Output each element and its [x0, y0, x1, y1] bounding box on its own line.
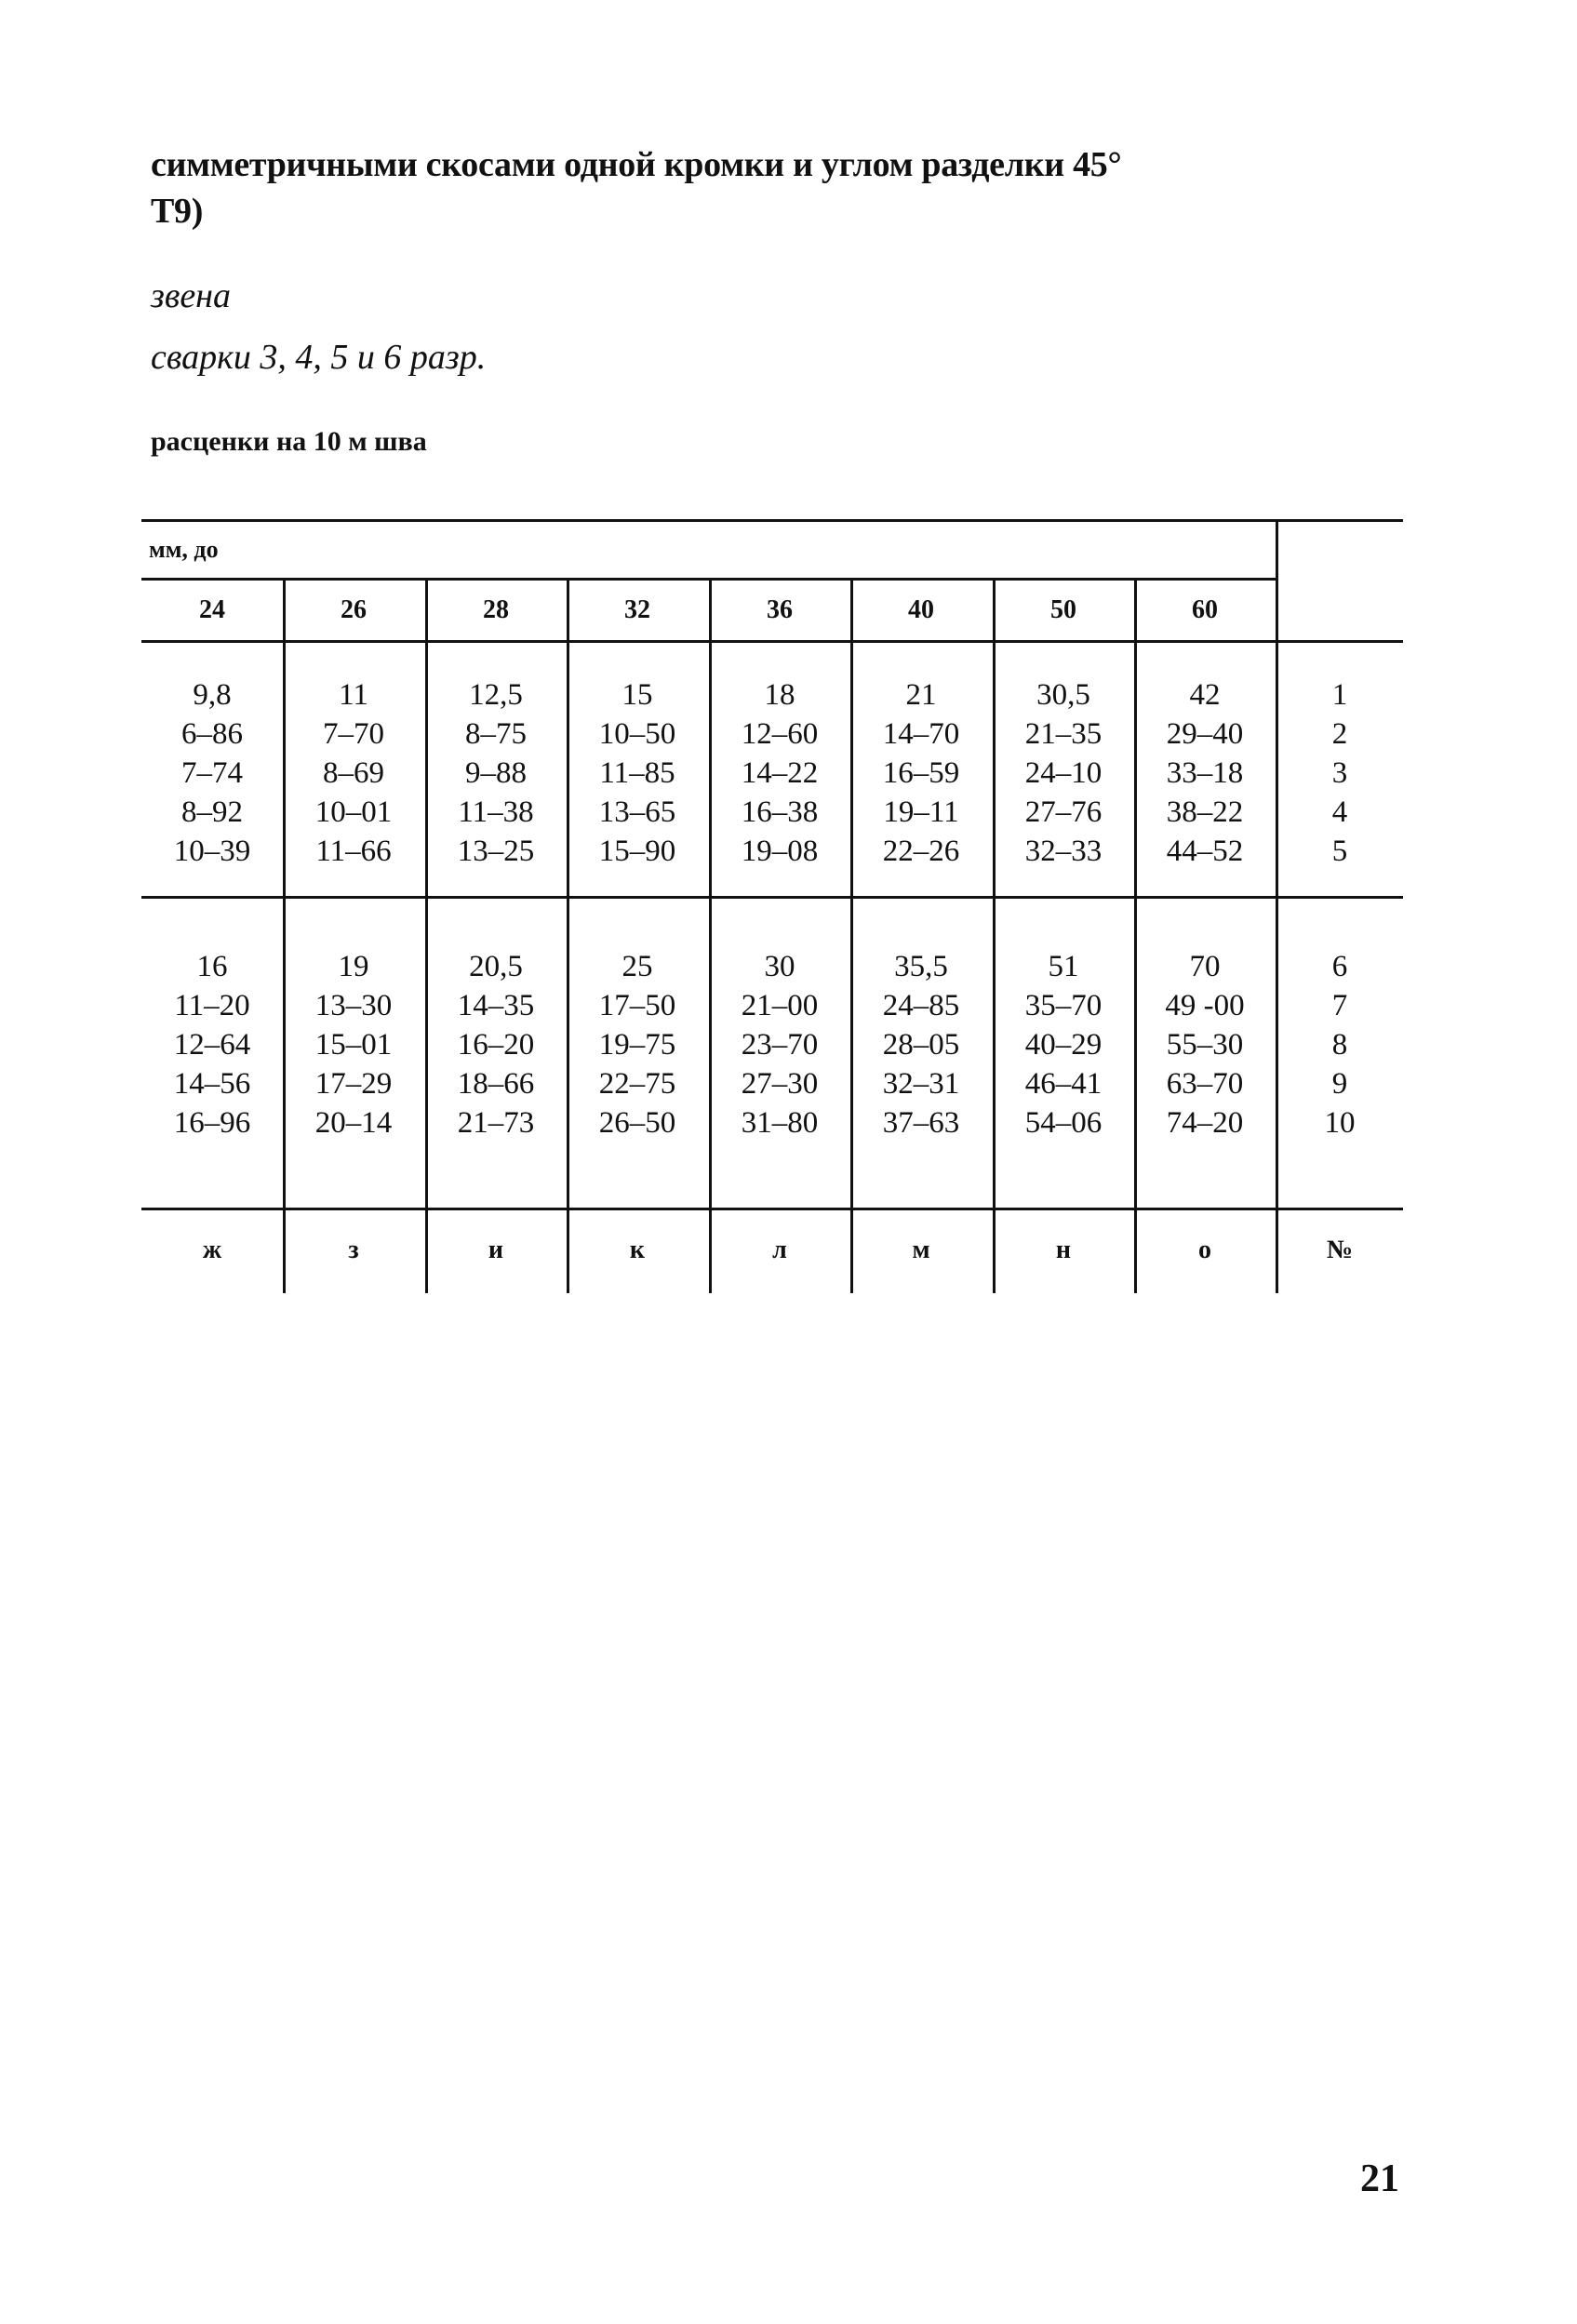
rate-cell: 9,8	[193, 678, 232, 712]
rate-cell: 32–33	[1024, 835, 1103, 868]
rate-cell: 21	[905, 678, 937, 712]
rate-cell: 11–66	[315, 835, 392, 868]
rate-cell: 11–85	[599, 756, 675, 790]
rate-cell: 10–50	[598, 717, 676, 751]
heading-line-1: симметричными скосами одной кромки и углом разделки 45°	[151, 145, 1122, 184]
block-separator-rule	[141, 896, 1403, 899]
rate-cell: 16–59	[882, 756, 960, 790]
rate-cell: 20–14	[314, 1106, 393, 1140]
rate-cell: 16–38	[741, 795, 819, 829]
rate-cell: 17–29	[314, 1067, 393, 1101]
rate-cell: 30,5	[1036, 678, 1090, 712]
rate-cell: 23–70	[741, 1028, 819, 1062]
rate-cell: 22–75	[598, 1067, 676, 1101]
rate-cell: 8–75	[465, 717, 527, 751]
unit-label: мм, до	[149, 536, 219, 563]
rate-cell: 27–30	[741, 1067, 819, 1101]
rate-cell: 19–11	[883, 795, 959, 829]
rate-cell: 32–31	[882, 1067, 960, 1101]
rate-cell: 15–90	[598, 835, 676, 868]
rate-cell: 14–70	[882, 717, 960, 751]
thickness-header: 36	[767, 595, 793, 624]
rate-cell: 63–70	[1166, 1067, 1244, 1101]
rate-cell: 6–86	[181, 717, 243, 751]
subtitle-rates: расценки на 10 м шва	[151, 426, 427, 457]
column-letter: л	[772, 1235, 787, 1264]
column-letter: з	[348, 1235, 359, 1264]
rate-cell: 35,5	[894, 950, 948, 983]
rate-cell: 12,5	[469, 678, 523, 712]
rate-cell: 33–18	[1166, 756, 1244, 790]
row-number: 10	[1324, 1106, 1356, 1140]
rate-cell: 14–22	[741, 756, 819, 790]
rate-cell: 29–40	[1166, 717, 1244, 751]
rate-cell: 13–25	[457, 835, 535, 868]
row-number: 6	[1331, 950, 1348, 983]
subtitle-welding-grades: сварки 3, 4, 5 и 6 разр.	[151, 338, 487, 377]
column-letter: о	[1198, 1235, 1211, 1264]
rate-cell: 14–56	[173, 1067, 251, 1101]
thickness-header: 24	[199, 595, 225, 624]
rate-cell: 17–50	[598, 989, 676, 1022]
rate-cell: 19	[338, 950, 369, 983]
rate-cell: 30	[764, 950, 795, 983]
rate-cell: 9–88	[465, 756, 527, 790]
rate-cell: 55–30	[1166, 1028, 1244, 1062]
heading-line-2: Т9)	[151, 192, 204, 231]
column-letter: н	[1055, 1235, 1072, 1264]
thickness-header: 60	[1192, 595, 1218, 624]
rate-cell: 19–08	[741, 835, 819, 868]
rate-cell: 14–35	[457, 989, 535, 1022]
rate-cell: 49 -00	[1165, 989, 1245, 1022]
footer-top-rule	[141, 1208, 1403, 1210]
row-number: 4	[1331, 795, 1348, 829]
rate-cell: 21–35	[1024, 717, 1103, 751]
header-bottom-rule	[141, 640, 1403, 643]
rate-cell: 24–10	[1024, 756, 1103, 790]
rate-cell: 11	[339, 678, 368, 712]
rate-cell: 13–30	[314, 989, 393, 1022]
row-number: 8	[1331, 1028, 1348, 1062]
row-number: 5	[1331, 835, 1348, 868]
rate-cell: 8–69	[323, 756, 384, 790]
rate-cell: 20,5	[469, 950, 523, 983]
rate-cell: 11–38	[458, 795, 534, 829]
rate-cell: 31–80	[741, 1106, 819, 1140]
rate-cell: 13–65	[598, 795, 676, 829]
rate-cell: 12–60	[741, 717, 819, 751]
row-number: 1	[1331, 678, 1348, 712]
row-number: 9	[1331, 1067, 1348, 1101]
row-number: 2	[1331, 717, 1348, 751]
rate-cell: 26–50	[598, 1106, 676, 1140]
thickness-header: 28	[483, 595, 509, 624]
rate-cell: 7–70	[323, 717, 384, 751]
rate-cell: 44–52	[1166, 835, 1244, 868]
column-letter: к	[629, 1235, 646, 1264]
number-sign: №	[1326, 1235, 1354, 1264]
rate-cell: 38–22	[1166, 795, 1244, 829]
rate-cell: 8–92	[181, 795, 243, 829]
rate-table	[141, 519, 1403, 1293]
rate-cell: 16	[196, 950, 228, 983]
rate-cell: 15	[621, 678, 653, 712]
rate-cell: 74–20	[1166, 1106, 1244, 1140]
rate-cell: 27–76	[1024, 795, 1103, 829]
thickness-header: 50	[1050, 595, 1076, 624]
row-number: 3	[1331, 756, 1348, 790]
rate-cell: 21–73	[457, 1106, 535, 1140]
rate-cell: 21–00	[741, 989, 819, 1022]
rate-cell: 18–66	[457, 1067, 535, 1101]
rate-cell: 11–20	[174, 989, 250, 1022]
column-letter: и	[488, 1235, 504, 1264]
rate-cell: 28–05	[882, 1028, 960, 1062]
rate-cell: 46–41	[1024, 1067, 1103, 1101]
thickness-header: 32	[624, 595, 650, 624]
rate-cell: 25	[621, 950, 653, 983]
rate-cell: 18	[764, 678, 795, 712]
rate-cell: 10–39	[173, 835, 251, 868]
rate-cell: 16–20	[457, 1028, 535, 1062]
table-top-rule	[141, 519, 1403, 522]
rate-cell: 16–96	[173, 1106, 251, 1140]
rate-cell: 51	[1048, 950, 1079, 983]
rate-cell: 10–01	[314, 795, 393, 829]
rate-cell: 35–70	[1024, 989, 1103, 1022]
page-number: 21	[1360, 2157, 1399, 2200]
rate-cell: 70	[1189, 950, 1221, 983]
subtitle-crew: звена	[151, 276, 232, 315]
thickness-header: 26	[341, 595, 367, 624]
number-column-divider	[1276, 519, 1278, 1293]
rate-cell: 37–63	[882, 1106, 960, 1140]
rate-cell: 22–26	[882, 835, 960, 868]
page-heading	[151, 141, 1267, 234]
rate-cell: 12–64	[173, 1028, 251, 1062]
column-letter: ж	[202, 1235, 222, 1264]
rate-cell: 40–29	[1024, 1028, 1103, 1062]
rate-cell: 7–74	[181, 756, 243, 790]
rate-cell: 19–75	[598, 1028, 676, 1062]
rate-cell: 24–85	[882, 989, 960, 1022]
rate-cell: 54–06	[1024, 1106, 1103, 1140]
thickness-header: 40	[908, 595, 934, 624]
row-number: 7	[1331, 989, 1348, 1022]
rate-cell: 15–01	[314, 1028, 393, 1062]
column-letter: м	[912, 1235, 930, 1264]
rate-cell: 42	[1189, 678, 1221, 712]
